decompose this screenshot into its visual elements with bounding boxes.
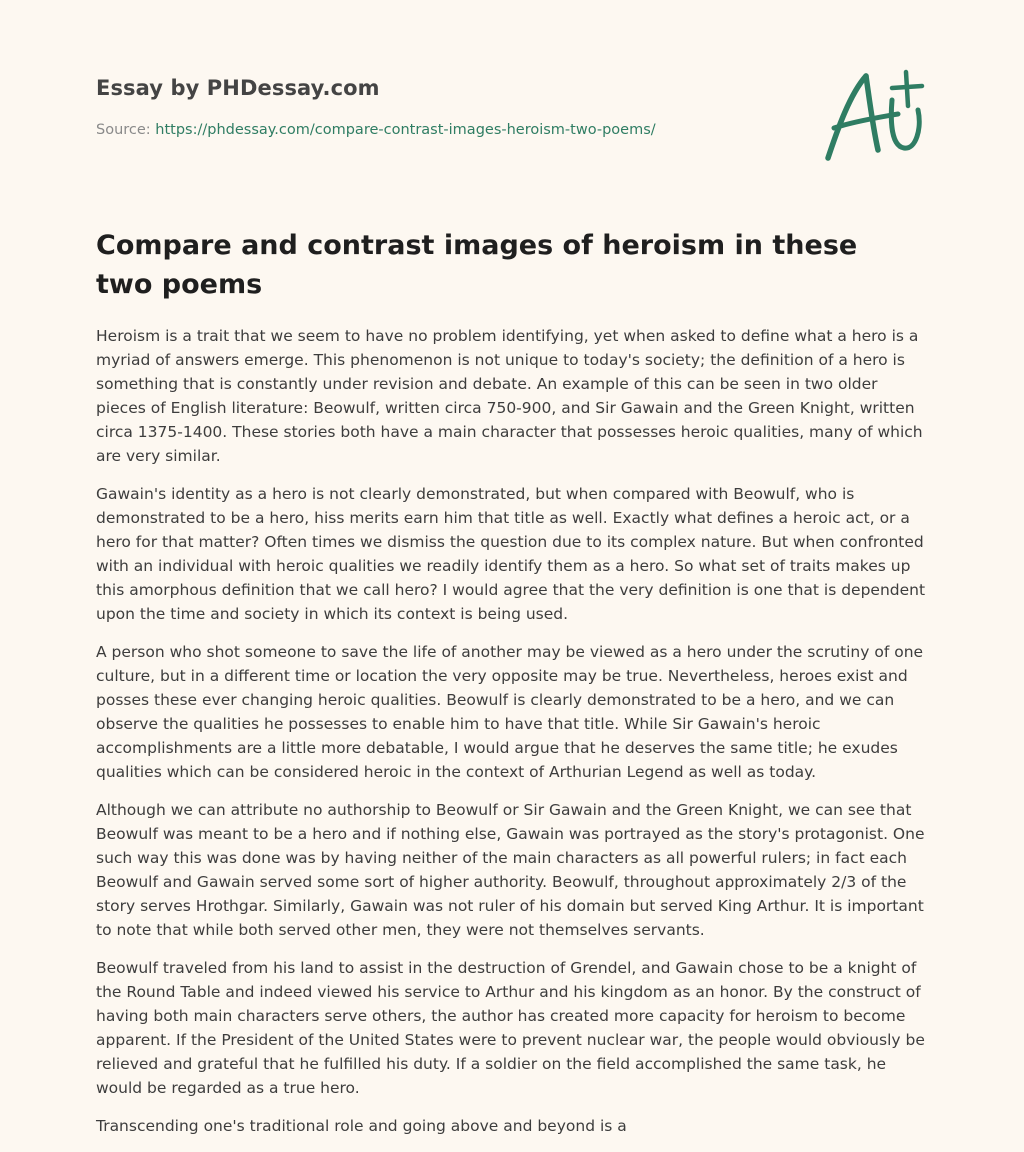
a-plus-grade-icon [818, 66, 930, 166]
paragraph: Gawain's identity as a hero is not clearly demonstrated, but when compared with Beowulf, who is demonstrated to be a hero, hiss merits earn him that title as well. Exactly what defines a heroic act, or a hero for that matter? Often times we dismiss the question due to its complex nature. But when confronted with an individual with heroic qualities we readily identify them as a hero. So what set of traits makes up this amorphous definition that we call hero? I would agree that the very definition is one that is dependent upon the time and society in which its context is being used. [96, 485, 926, 623]
source-link[interactable]: https://phdessay.com/compare-contrast-images-heroism-two-poems/ [155, 122, 656, 138]
paragraph: Beowulf traveled from his land to assist in the destruction of Grendel, and Gawain chose to be a knight of the Round Table and indeed viewed his service to Arthur and his kingdom as an honor. By the construct of having both main characters serve others, the author has created more capacity for heroism to become apparent. If the President of the United States were to prevent nuclear war, the people would obviously be relieved and grateful that he fulfilled his duty. If a soldier on the field accomplished the same task, he would be regarded as a true hero. [96, 959, 925, 1097]
site-brand: Essay by PHDessay.com [96, 76, 380, 100]
essay-header [96, 76, 736, 138]
essay-body [96, 324, 930, 1152]
paragraph: Heroism is a trait that we seem to have no problem identifying, yet when asked to define what a hero is a myriad of answers emerge. This phenomenon is not unique to today's society; the definition of a hero is something that is constantly under revision and debate. An example of this can be seen in two older pieces of English literature: Beowulf, written circa 750-900, and Sir Gawain and the Green Knight, written circa 1375-1400. These stories both have a main character that possesses heroic qualities, many of which are very similar. [96, 327, 923, 465]
essay-title: Compare and contrast images of heroism in these two poems [96, 230, 858, 300]
paragraph: A person who shot someone to save the life of another may be viewed as a hero under the scrutiny of one culture, but in a different time or location the very opposite may be true. Nevertheless, heroes exist and posses these ever changing heroic qualities. Beowulf is clearly demonstrated to be a hero, and we can observe the qualities he possesses to enable him to have that title. While Sir Gawain's heroic accomplishments are a little more debatable, I would argue that he deserves the same title; he exudes qualities which can be considered heroic in the context of Arthurian Legend as well as today. [96, 643, 924, 781]
source-line [96, 122, 736, 138]
source-label: Source: [96, 122, 156, 138]
paragraph: Transcending one's traditional role and going above and beyond is a [96, 1117, 627, 1135]
paragraph: Although we can attribute no authorship to Beowulf or Sir Gawain and the Green Knight, we can see that Beowulf was meant to be a hero and if nothing else, Gawain was portrayed as the story's protagonist. One such way this was done was by having neither of the main characters as all powerful rulers; in fact each Beowulf and Gawain served some sort of higher authority. Beowulf, throughout approximately 2/3 of the story serves Hrothgar. Similarly, Gawain was not ruler of his domain but served King Arthur. It is important to note that while both served other men, they were not themselves servants. [96, 801, 925, 939]
